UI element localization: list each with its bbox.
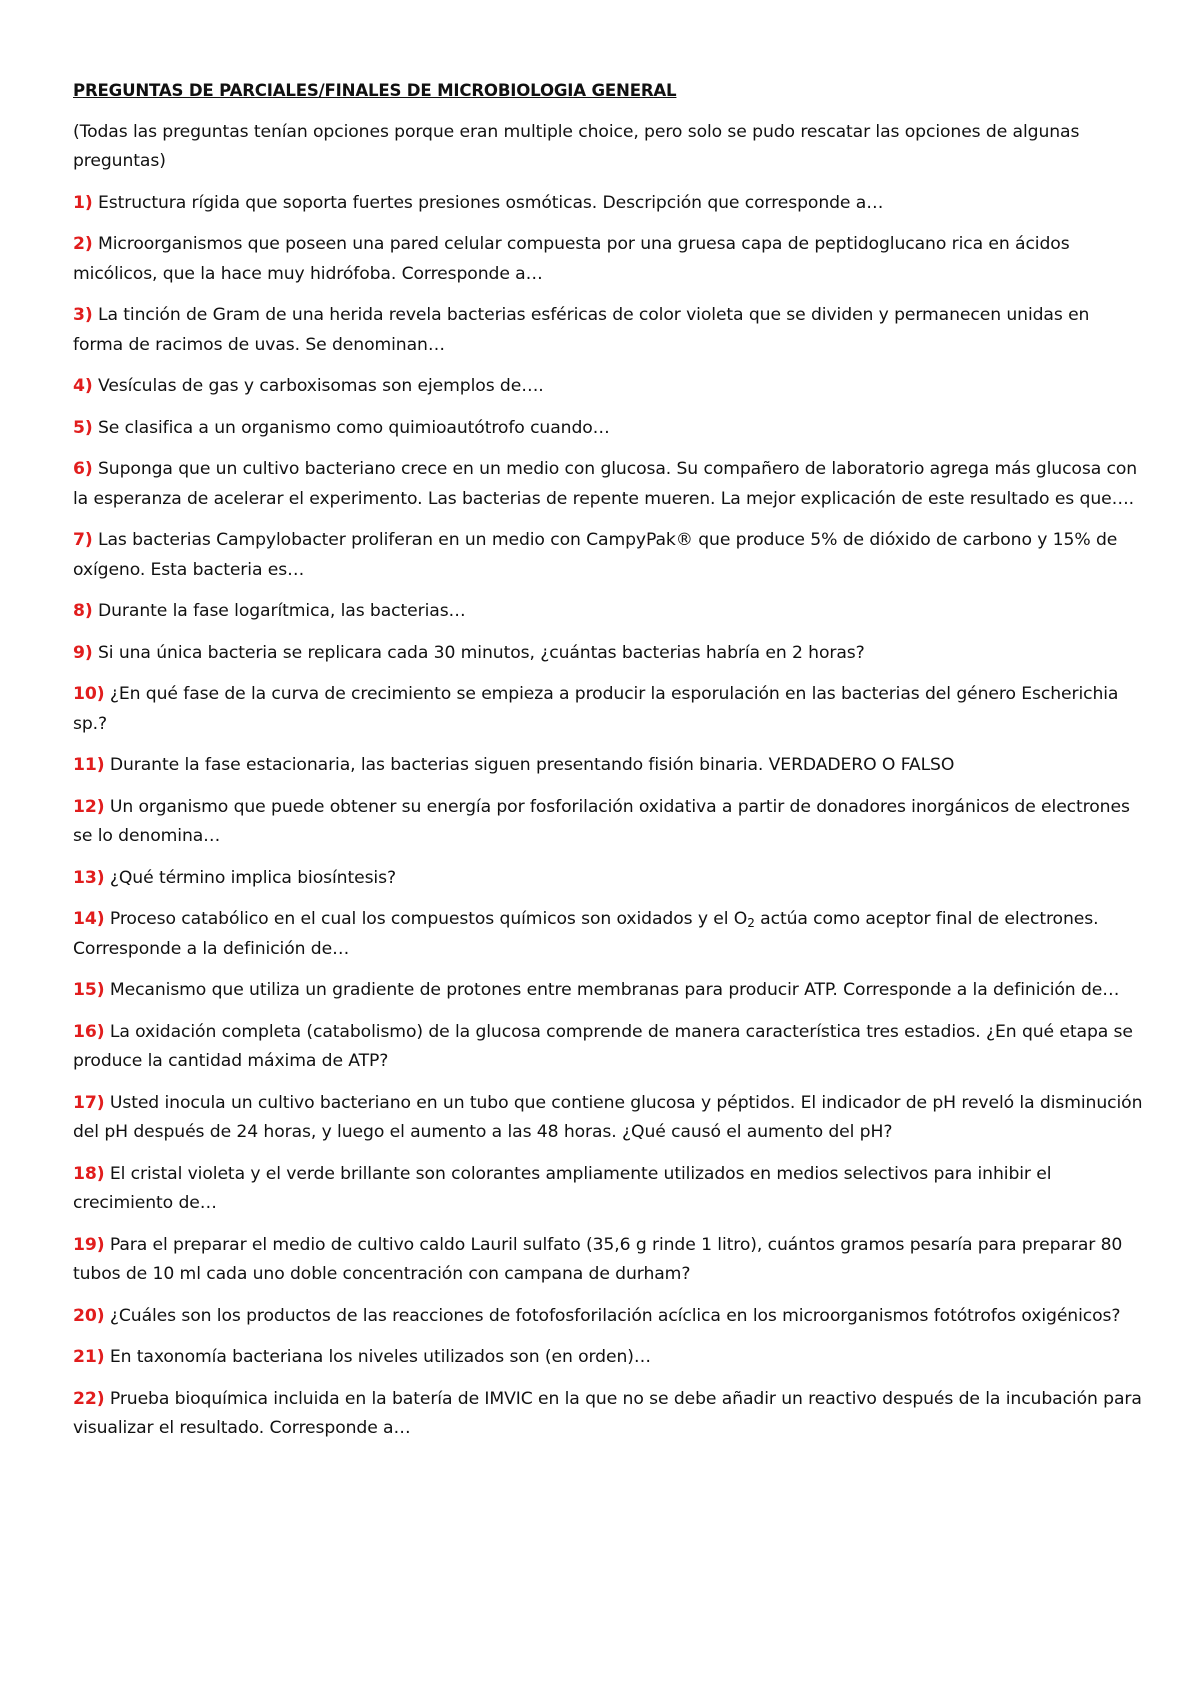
question-number: 3): [73, 305, 93, 325]
subscript: 2: [747, 916, 755, 930]
question-item: [73, 1160, 1143, 1219]
question-number: 20): [73, 1305, 105, 1326]
question-item: [73, 189, 1143, 219]
question-text: Durante la fase estacionaria, las bacterias siguen presentando fisión binaria. VERDADERO O FALSO: [109, 755, 955, 775]
document-content: [73, 76, 1143, 1456]
question-item: [73, 597, 1143, 627]
document-title: PREGUNTAS DE PARCIALES/FINALES DE MICROBIOLOGIA GENERAL: [73, 81, 677, 100]
question-item: [73, 793, 1143, 852]
question-text: ¿Qué término implica biosíntesis?: [109, 867, 396, 888]
question-number: 19): [73, 1234, 105, 1255]
question-number: 16): [73, 1021, 105, 1042]
question-item: [73, 864, 1143, 894]
question-text: Microorganismos que poseen una pared celular compuesta por una gruesa capa de peptidoglucano rica en ácidos micólicos, que la hace muy hidrófoba. Corresponde a…: [73, 234, 1070, 284]
intro-note: (Todas las preguntas tenían opciones porque eran multiple choice, pero solo se pudo rescatar las opciones de algunas preguntas): [73, 121, 1080, 171]
question-number: 15): [73, 980, 105, 1000]
question-text: Para el preparar el medio de cultivo caldo Lauril sulfato (35,6 g rinde 1 litro), cuántos gramos pesaría para preparar 80 tubos de 10 ml cada uno doble concentración con campana de durham?: [73, 1234, 1123, 1284]
question-item: [73, 301, 1143, 360]
question-text: La tinción de Gram de una herida revela bacterias esféricas de color violeta que se dividen y permanecen unidas en forma de racimos de uvas. Se denominan…: [73, 305, 1090, 355]
question-text: La oxidación completa (catabolismo) de la glucosa comprende de manera característica tres estadios. ¿En qué etapa se produce la cantidad máxima de ATP?: [73, 1021, 1133, 1071]
question-text: Durante la fase logarítmica, las bacterias…: [98, 601, 466, 621]
question-item: [73, 526, 1143, 585]
question-number: 8): [73, 601, 93, 621]
question-number: 10): [73, 684, 105, 704]
question-number: 4): [73, 376, 93, 396]
question-item: [73, 1231, 1143, 1290]
question-item: [73, 455, 1143, 514]
question-text: ¿Cuáles son los productos de las reacciones de fotofosforilación acíclica en los microorganismos fotótrofos oxigénicos?: [109, 1305, 1121, 1326]
question-text: Un organismo que puede obtener su energía por fosforilación oxidativa a partir de donadores inorgánicos de electrones se lo denomina…: [73, 796, 1130, 846]
question-item: [73, 1302, 1143, 1332]
question-text-continued: actúa como aceptor final de electrones. Corresponde a la definición de…: [73, 909, 1099, 959]
question-text: En taxonomía bacteriana los niveles utilizados son (en orden)…: [109, 1347, 651, 1367]
question-text: Estructura rígida que soporta fuertes presiones osmóticas. Descripción que corresponde a…: [98, 192, 884, 213]
question-number: 18): [73, 1163, 105, 1184]
question-number: 2): [73, 234, 93, 254]
question-item: [73, 1385, 1143, 1444]
question-text: ¿En qué fase de la curva de crecimiento se empieza a producir la esporulación en las bacterias del género Escherichia sp.?: [73, 684, 1119, 734]
question-item: [73, 639, 1143, 669]
question-text: El cristal violeta y el verde brillante son colorantes ampliamente utilizados en medios selectivos para inhibir el crecimiento de…: [73, 1163, 1052, 1213]
question-number: 14): [73, 909, 105, 929]
question-item: [73, 1343, 1143, 1373]
question-number: 1): [73, 192, 93, 213]
question-text: Las bacterias Campylobacter proliferan en un medio con CampyPak® que produce 5% de dióxido de carbono y 15% de oxígeno. Esta bacteria es…: [73, 530, 1118, 580]
question-item: [73, 976, 1143, 1006]
question-item: [73, 751, 1143, 781]
question-text: Mecanismo que utiliza un gradiente de protones entre membranas para producir ATP. Corresponde a la definición de…: [109, 980, 1120, 1000]
question-number: 6): [73, 459, 93, 479]
question-item: [73, 230, 1143, 289]
question-number: 22): [73, 1388, 105, 1409]
question-number: 13): [73, 867, 105, 888]
question-text: Se clasifica a un organismo como quimioautótrofo cuando…: [98, 417, 610, 438]
question-item: [73, 680, 1143, 739]
question-item: [73, 1089, 1143, 1148]
question-text: Prueba bioquímica incluida en la batería de IMVIC en la que no se debe añadir un reactivo después de la incubación para visualizar el resultado. Corresponde a…: [73, 1388, 1142, 1438]
question-item: [73, 372, 1143, 402]
question-number: 17): [73, 1092, 105, 1113]
question-list: [73, 189, 1143, 1444]
question-number: 12): [73, 796, 105, 817]
question-item: [73, 905, 1143, 964]
question-text: Proceso catabólico en el cual los compuestos químicos son oxidados y el O: [109, 909, 748, 929]
question-number: 7): [73, 530, 93, 550]
question-number: 5): [73, 417, 93, 438]
question-text: Si una única bacteria se replicara cada 30 minutos, ¿cuántas bacterias habría en 2 horas?: [98, 642, 865, 663]
question-text: Vesículas de gas y carboxisomas son ejemplos de….: [98, 376, 544, 396]
question-item: [73, 414, 1143, 444]
question-number: 9): [73, 642, 93, 663]
question-number: 11): [73, 755, 105, 775]
question-item: [73, 1018, 1143, 1077]
question-text: Usted inocula un cultivo bacteriano en un tubo que contiene glucosa y péptidos. El indicador de pH reveló la disminución del pH después de 24 horas, y luego el aumento a las 48 horas. ¿Qué causó el aumento del pH?: [73, 1092, 1143, 1142]
question-text: Suponga que un cultivo bacteriano crece en un medio con glucosa. Su compañero de laboratorio agrega más glucosa con la esperanza de acelerar el experimento. Las bacterias de repente mueren. La mejor explicación de este resultado es que….: [73, 459, 1138, 509]
question-number: 21): [73, 1347, 105, 1367]
